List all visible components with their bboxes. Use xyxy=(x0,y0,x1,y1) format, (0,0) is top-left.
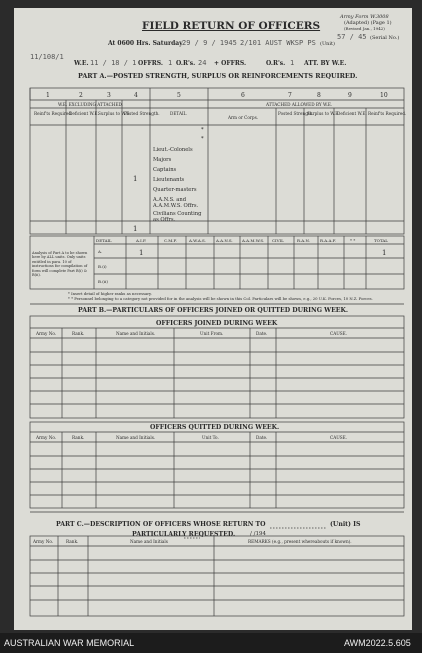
analysis-header: A.I.F. xyxy=(136,238,147,243)
rank-item: Lieutenants xyxy=(153,177,185,183)
part-c-requested: PARTICULARLY REQUESTED. xyxy=(132,531,236,538)
col-number: 10 xyxy=(380,92,388,99)
form-id: Army Form W.3008 xyxy=(340,14,389,20)
quitted-col-header: Unit To. xyxy=(202,435,219,440)
ors2-value: 1 xyxy=(290,59,295,67)
col-number: 7 xyxy=(288,92,292,99)
col-header: Deficient W.E. xyxy=(69,111,99,116)
unit-name: 2/101 AUST WKSP PS xyxy=(240,39,316,47)
ors2-label: O.R's. xyxy=(266,60,286,67)
rank-item: Quarter-masters xyxy=(153,187,197,193)
posted-strength-lieut: 1 xyxy=(133,175,138,183)
att-label: ATT. BY W.E. xyxy=(304,60,347,67)
we-value: 11 / 18 / 1 xyxy=(90,59,137,67)
offrs-value: 1 xyxy=(168,59,173,67)
analysis-note: Analysis of Part A to be shown here by ALL units. Only units entitled in para. 10 of instructions for compilation of form will complete Part B(i) & B(ii). xyxy=(32,251,88,278)
footnote-2: * * Personnel belonging to a category not provided for in the analysis will be shown in this Col. Particulars will be shown, e.g., 20 U.K. Forces, 10 N.Z. Forces. xyxy=(68,296,373,301)
col-number: 1 xyxy=(46,92,50,99)
form-title: FIELD RETURN OF OFFICERS xyxy=(142,20,321,32)
joined-col-header: Name and Initials. xyxy=(116,331,156,336)
rank-item: Captains xyxy=(153,167,177,173)
analysis-header: R.A.A.F. xyxy=(320,238,337,243)
col-header: Surplus to W.E. xyxy=(307,111,340,116)
analysis-row-label: B.(ii) xyxy=(98,279,108,284)
col-number: 9 xyxy=(348,92,352,99)
form-revised: (Revised Jan., 1942) xyxy=(344,26,385,31)
part-c-unit-is: (Unit) IS xyxy=(330,521,361,528)
col-number: 4 xyxy=(134,92,138,99)
rank-star: * xyxy=(201,127,204,133)
col-number: 2 xyxy=(79,92,83,99)
part-c-col-header: Rank. xyxy=(66,539,79,544)
part-a-title: PART A.—POSTED STRENGTH, SURPLUS OR REINFORCEMENTS REQUIRED. xyxy=(78,72,358,80)
analysis-header: R.A.N. xyxy=(297,238,310,243)
archive-reference: AWM2022.5.605 xyxy=(344,638,411,648)
col-number: 3 xyxy=(107,92,111,99)
col-number: 5 xyxy=(177,92,181,99)
part-c-col-header: REMARKS (e.g., present whereabouts if known). xyxy=(248,539,352,544)
rank-item: Majors xyxy=(153,157,172,163)
analysis-header: C.M.F. xyxy=(164,238,177,243)
detail-header: DETAIL xyxy=(170,111,187,116)
rank-item: A.A.M.W.S. Offrs. xyxy=(153,203,199,209)
plus-offrs-label: + OFFRS. xyxy=(214,60,247,67)
archive-name: AUSTRALIAN WAR MEMORIAL xyxy=(4,638,135,648)
analysis-header: A.W.A.S. xyxy=(189,238,206,243)
quitted-col-header: CAUSE. xyxy=(330,435,348,440)
part-b-title: PART B.—PARTICULARS OF OFFICERS JOINED OR QUITTED DURING WEEK. xyxy=(78,307,349,314)
col-header: Reinf'ts Required. xyxy=(368,111,407,116)
col-header: Posted Strength. xyxy=(124,111,160,116)
analysis-header: CIVIL xyxy=(272,238,284,243)
serial-no-label: (Serial No.) xyxy=(370,35,400,41)
col-header: Deficient W.E. xyxy=(337,111,367,116)
quitted-title: OFFICERS QUITTED DURING WEEK. xyxy=(150,424,280,431)
at-time-label: At 0600 Hrs. Saturday xyxy=(108,40,183,47)
analysis-total-value: 1 xyxy=(382,249,387,257)
rank-item: Lieut.-Colonels xyxy=(153,147,193,153)
offrs-label: OFFRS. xyxy=(138,60,163,67)
col-header: Reinf'ts Required. xyxy=(34,111,73,116)
quitted-col-header: Name and Initials. xyxy=(116,435,156,440)
joined-col-header: Army No. xyxy=(36,331,57,336)
col-number: 8 xyxy=(317,92,321,99)
quitted-col-header: Date. xyxy=(256,435,268,440)
analysis-header: DETAIL xyxy=(96,238,112,243)
joined-col-header: Unit From. xyxy=(200,331,224,336)
posted-strength-total: 1 xyxy=(133,225,138,233)
quitted-col-header: Rank. xyxy=(72,435,85,440)
attached-allowed-header: ATTACHED ALLOWED BY W.E. xyxy=(266,102,333,107)
we-label: W.E. xyxy=(74,60,89,67)
part-c-title: PART C.—DESCRIPTION OF OFFICERS WHOSE RETURN TO xyxy=(56,521,266,528)
analysis-header: A.A.M.W.S. xyxy=(242,238,265,243)
unit-label: (Unit) xyxy=(320,41,335,47)
quitted-col-header: Army No. xyxy=(36,435,57,440)
analysis-header: * * xyxy=(350,238,356,243)
ors-value: 24 xyxy=(198,59,207,67)
rank-item: as Offrs. xyxy=(153,217,176,223)
analysis-aif-value: 1 xyxy=(139,249,144,257)
analysis-row-label: B.(i) xyxy=(98,264,107,269)
serial-no-value: 57 / 45 xyxy=(337,33,367,41)
col-header: Posted Strength. xyxy=(278,111,314,116)
analysis-header: A.A.N.S. xyxy=(216,238,233,243)
joined-col-header: CAUSE. xyxy=(330,331,348,336)
part-c-col-header: Name and Initials xyxy=(130,539,168,544)
ors-label: O.R's. xyxy=(176,60,196,67)
footnote-1: * Insert detail of higher ranks as necessary. xyxy=(68,291,152,296)
col-number: 6 xyxy=(241,92,245,99)
analysis-row-label: A. xyxy=(98,249,103,254)
return-date: 29 / 9 / 1945 xyxy=(182,39,237,47)
we-excluding-header: W.E. EXCLUDING ATTACHED. xyxy=(58,102,123,107)
left-reference: 11/108/1 xyxy=(30,53,64,61)
rank-star: * xyxy=(201,136,204,142)
form-adapted: (Adapted) (Page 1) xyxy=(344,20,392,26)
joined-col-header: Rank. xyxy=(72,331,85,336)
archive-footer xyxy=(0,633,422,653)
form-sheet xyxy=(14,8,412,630)
col-header: Surplus to W.E. xyxy=(98,111,131,116)
rank-item: A.A.N.S. and xyxy=(153,197,187,203)
part-c-col-header: Army No. xyxy=(33,539,54,544)
part-c-date-blank: / /194 xyxy=(250,531,266,537)
analysis-header: TOTAL xyxy=(374,238,388,243)
joined-title: OFFICERS JOINED DURING WEEK xyxy=(156,320,278,327)
joined-col-header: Date. xyxy=(256,331,268,336)
col-header: Arm or Corps. xyxy=(228,115,259,120)
rank-item: Civilians Counting xyxy=(153,211,202,217)
